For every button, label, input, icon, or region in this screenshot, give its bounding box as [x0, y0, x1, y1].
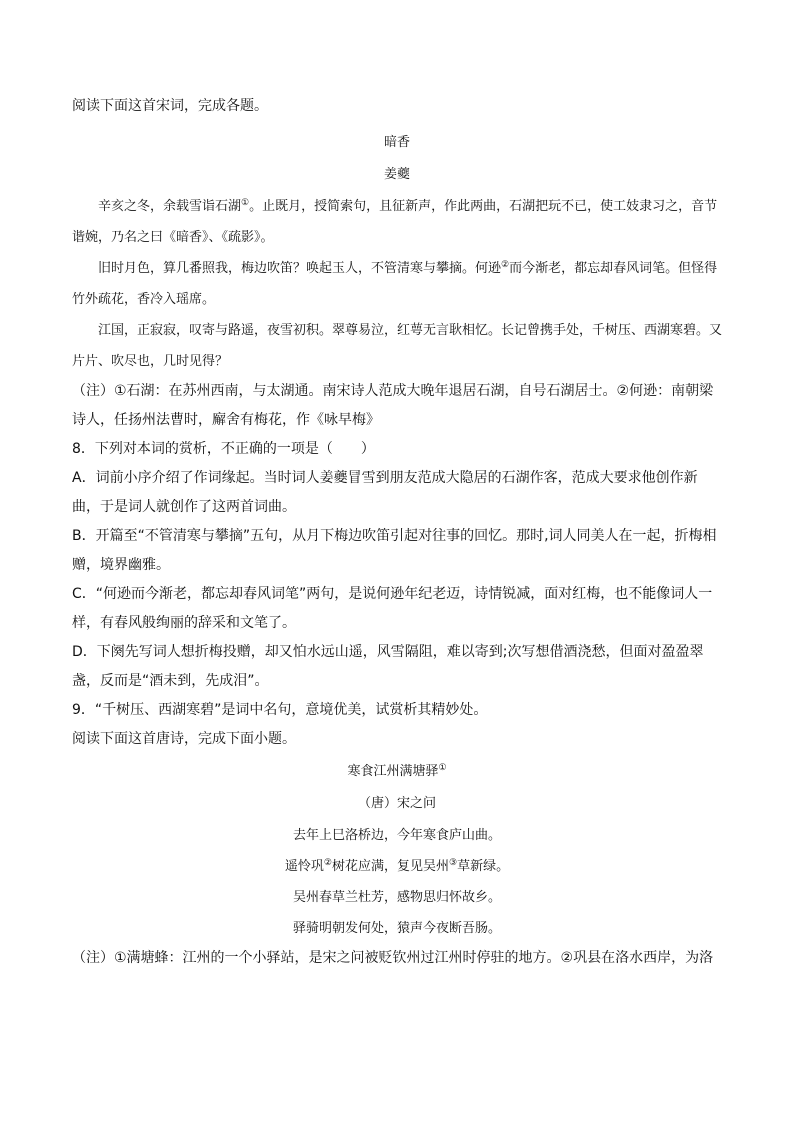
question-8-option-d: D．下阕先写词人想折梅投赠，却又怕水远山遥，风雪隔阻，难以寄到;次写想借酒浇愁，但面对盈盈翠盏，反而是“酒未到，先成泪”。 — [72, 644, 704, 689]
poem2-author: （唐）宋之问 — [357, 796, 436, 811]
poem2-title — [72, 756, 722, 788]
note-marker-4: ② — [323, 858, 332, 869]
note-marker-1: ① — [241, 198, 250, 209]
question-8-option-c: C．“何逊而今渐老，都忘却春风词笔”两句，是说何逊年纪老迈，诗情锐减，面对红梅，也不能像词人一样，有春风般绚丽的辞采和文笔了。 — [72, 586, 713, 631]
note-marker-3: ① — [438, 763, 447, 774]
poem1-title: 暗香 — [383, 135, 410, 150]
poem2-line2-c: 草新绿。 — [457, 859, 510, 874]
poem1-preface-b: 。止既月，授简索句，且征新声，作此两曲，石湖把玩不已，使工妓隶习之，音节谐婉，乃名之曰《暗香》、《疏影》。 — [72, 199, 718, 245]
poem1-stanza2: 江国，正寂寂，叹寄与路遥，夜雪初积。翠尊易泣，红萼无言耿相忆。长记曾携手处，千树压、西湖寒碧。又片片、吹尽也，几时见得？ — [72, 323, 723, 369]
note-marker-2: ② — [501, 260, 510, 271]
poem2-line3: 吴州春草兰杜芳，感物思归怀故乡。 — [292, 890, 501, 905]
poem2-line2 — [72, 851, 722, 882]
note1: （注）①石湖：在苏州西南，与太湖通。南宋诗人范成大晚年退居石湖，自号石湖居士。②何逊：南朝梁诗人，任扬州法曹时，廨舍有梅花，作《咏早梅》 — [72, 383, 714, 428]
poem2-line4: 驿骑明朝发何处，猿声今夜断吾肠。 — [292, 921, 501, 936]
poem1-stanza1-a: 旧时月色，算几番照我，梅边吹笛？唤起玉人，不管清寒与攀摘。何逊 — [98, 261, 502, 276]
poem1-stanza1 — [72, 253, 722, 315]
intro-song-ci: 阅读下面这首宋词，完成各题。 — [72, 98, 268, 114]
poem1-author: 姜夔 — [383, 167, 410, 182]
poem1-preface — [72, 191, 722, 253]
question-8-option-a: A．词前小序介绍了作词缘起。当时词人姜夔冒雪到朋友范成大隐居的石湖作客，范成大要求他创作新曲，于是词人就创作了这两首词曲。 — [72, 470, 698, 515]
intro-tang-poem: 阅读下面这首唐诗，完成下面小题。 — [72, 731, 296, 747]
question-8-stem: 8．下列对本词的赏析，不正确的一项是（ ） — [72, 441, 375, 457]
poem2-line2-b: 树花应满，复见吴州 — [331, 859, 449, 874]
poem1-stanza1-b: 而今渐老，都忘却春风词笔。但怪得竹外疏花，香冷入瑶席。 — [72, 261, 718, 307]
note2: （注）①满塘蜂：江州的一个小驿站，是宋之问被贬钦州过江州时停驻的地方。②巩县在洛水西岸，为洛 — [72, 950, 714, 966]
poem2-line2-a: 遥怜巩 — [284, 859, 324, 874]
poem2-title-text: 寒食江州满塘驿 — [347, 764, 439, 779]
note-marker-5: ③ — [449, 858, 458, 869]
poem1-preface-a: 辛亥之冬，余载雪诣石湖 — [98, 199, 242, 214]
question-8-option-b: B．开篇至“不管清寒与攀摘”五句，从月下梅边吹笛引起对往事的回忆。那时,词人同美人在一起，折梅相赠，境界幽雅。 — [72, 528, 717, 573]
question-9: 9．“千树压、西湖寒碧”是词中名句，意境优美，试赏析其精妙处。 — [72, 702, 488, 718]
poem2-line1: 去年上巳洛桥边，今年寒食庐山曲。 — [292, 828, 501, 843]
document-page — [72, 92, 722, 973]
